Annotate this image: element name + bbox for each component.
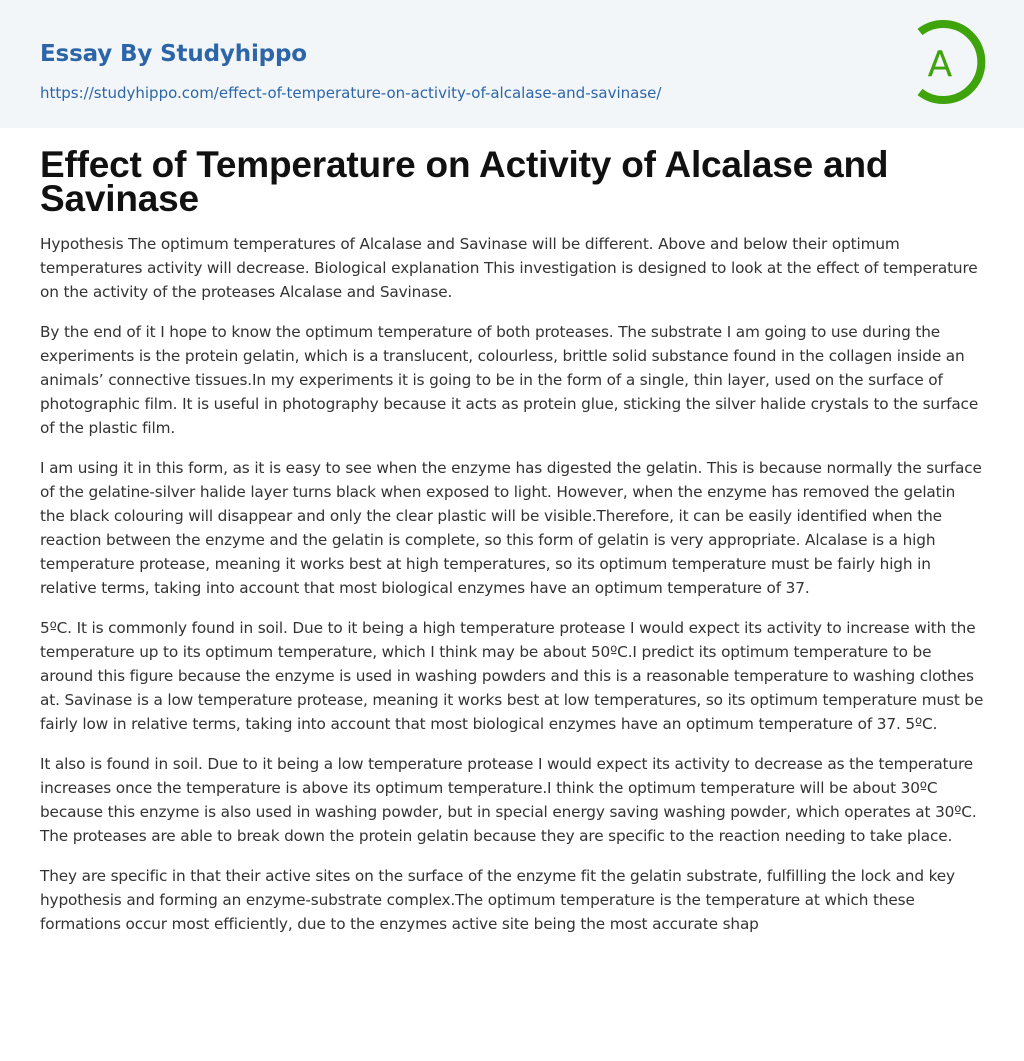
svg-text:A: A bbox=[927, 44, 953, 85]
paragraph: I am using it in this form, as it is easy to see when the enzyme has digested the gelatin. This is because normally the surface of the gelatine-silver halide layer turns black when exposed to light. However, when the enzyme has removed the gelatin the black colouring will disappear and only the clear plastic will be visible.Therefore, it can be easily identified when the reaction between the enzyme and the gelatin is complete, so this form of gelatin is very appropriate. Alcalase is a high temperature protease, meaning it works best at high temperatures, so its optimum temperature must be fairly high in relative terms, taking into account that most biological enzymes have an optimum temperature of 37. bbox=[40, 459, 982, 597]
paragraph: 5ºC. It is commonly found in soil. Due to it being a high temperature protease I would expect its activity to increase with the temperature up to its optimum temperature, which I think may be about 50ºC.I predict its optimum temperature to be around this figure because the enzyme is used in washing powders and this is a reasonable temperature to washing clothes at. Savinase is a low temperature protease, meaning it works best at low temperatures, so its optimum temperature must be fairly low in relative terms, taking into account that most biological enzymes have an optimum temperature of 37. 5ºC. bbox=[40, 619, 984, 733]
paragraph: Hypothesis The optimum temperatures of Alcalase and Savinase will be different. Above and below their optimum temperatures activity will decrease. Biological explanation This investigation is designed to look at the effect of temperature on the activity of the proteases Alcalase and Savinase. bbox=[40, 235, 978, 301]
paragraph: It also is found in soil. Due to it being a low temperature protease I would expect its activity to decrease as the temperature increases once the temperature is above its optimum temperature.I think the optimum temperature will be about 30ºC because this enzyme is also used in washing powder, but in special energy saving washing powder, which operates at 30ºC. The proteases are able to break down the protein gelatin because they are specific to the reaction needing to take place. bbox=[40, 755, 977, 845]
paragraph: They are specific in that their active sites on the surface of the enzyme fit the gelatin substrate, fulfilling the lock and key hypothesis and forming an enzyme-substrate complex.The optimum temperature is the temperature at which these formations occur most efficiently, due to the enzymes active site being the most accurate shap bbox=[40, 867, 955, 933]
studyhippo-logo-icon[interactable] bbox=[908, 18, 988, 106]
brand-title: Essay By Studyhippo bbox=[40, 41, 307, 67]
site-header bbox=[0, 0, 1024, 128]
article-title: Effect of Temperature on Activity of Alcalase and Savinase bbox=[40, 144, 889, 219]
paragraph: By the end of it I hope to know the optimum temperature of both proteases. The substrate I am going to use during the experiments is the protein gelatin, which is a translucent, colourless, brittle solid substance found in the collagen inside an animals’ connective tissues.In my experiments it is going to be in the form of a single, thin layer, used on the surface of photographic film. It is useful in photography because it acts as protein glue, sticking the silver halide crystals to the surface of the plastic film. bbox=[40, 323, 979, 437]
source-url-link[interactable]: https://studyhippo.com/effect-of-temperature-on-activity-of-alcalase-and-savinase/ bbox=[40, 84, 662, 102]
article bbox=[0, 144, 1024, 936]
